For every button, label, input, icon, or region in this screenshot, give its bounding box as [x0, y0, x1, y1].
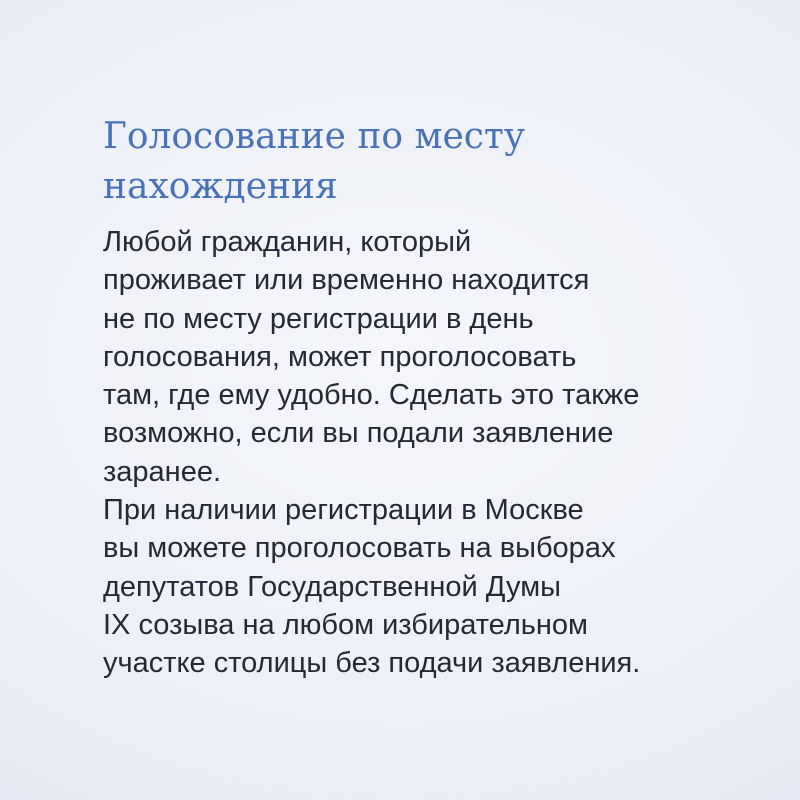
body-line: При наличии регистрации в Москве	[103, 494, 584, 527]
title-line: Голосование по месту	[103, 116, 526, 157]
body-line: Любой гражданин, который	[103, 226, 472, 258]
body-line: вы можете проголосовать на выборах	[103, 532, 616, 565]
body-line: не по месту регистрации в день	[103, 302, 534, 335]
body-line: заранее.	[103, 455, 222, 488]
body-line: проживает или временно находится	[103, 264, 590, 297]
body-line: голосования, может проголосовать	[103, 340, 577, 373]
body-line: там, где ему удобно. Сделать это также	[103, 379, 640, 412]
title-line: нахождения	[103, 166, 338, 207]
body-line: участке столицы без подачи заявления.	[103, 647, 641, 680]
body-text	[103, 223, 763, 683]
body-line: возможно, если вы подали заявление	[103, 417, 614, 450]
page-title	[103, 112, 723, 212]
body-line: депутатов Государственной Думы	[103, 570, 561, 603]
body-line: IX созыва на любом избирательном	[103, 608, 588, 641]
